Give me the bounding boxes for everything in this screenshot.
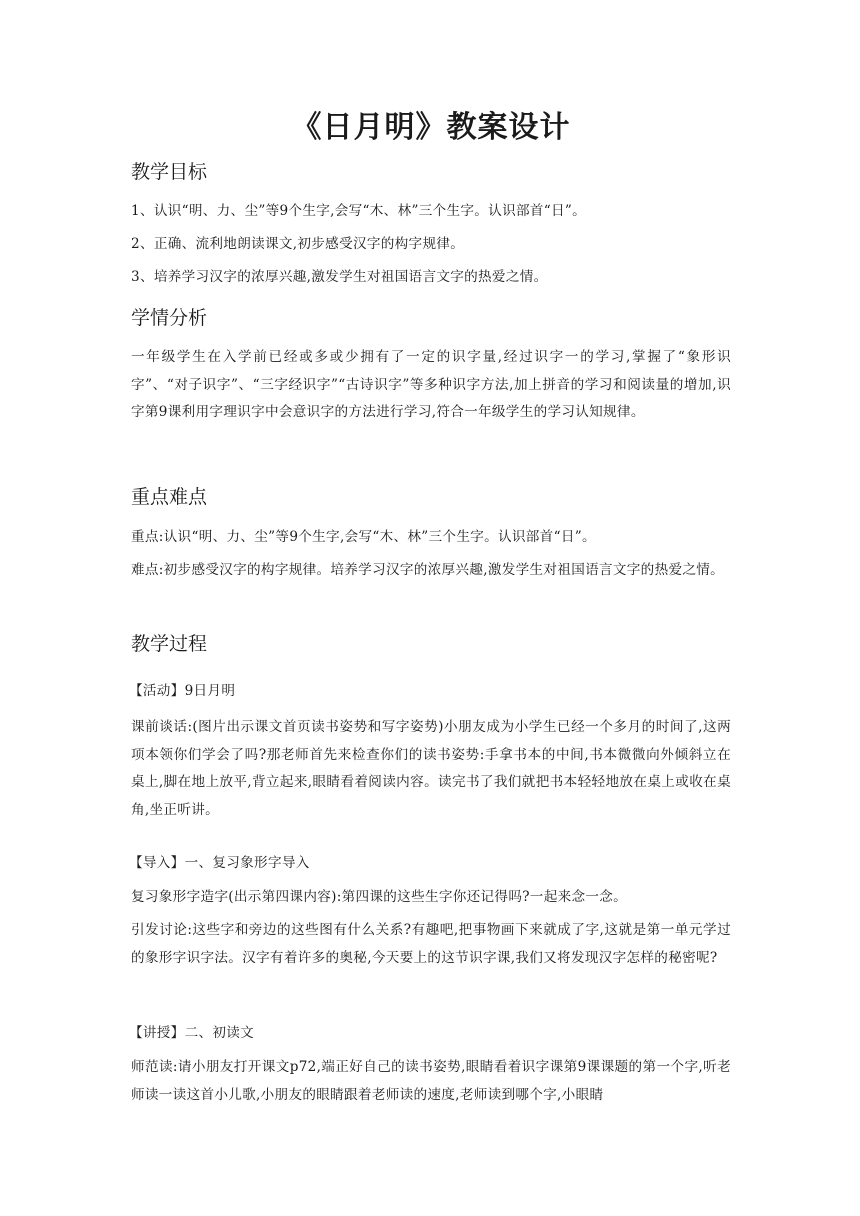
activity-label: 【活动】 xyxy=(129,683,185,699)
heading-objectives: 教学目标 xyxy=(131,161,208,183)
review-paragraph: 复习象形字造字(出示第四课内容):第四课的这些生字你还记得吗?一起来念一念。 xyxy=(131,889,628,905)
document-title: 《日月明》教案设计 xyxy=(291,110,571,145)
teach-title: 二、初读文 xyxy=(184,1025,255,1041)
heading-keypoints: 重点难点 xyxy=(131,486,208,508)
teach-line xyxy=(129,1020,729,1048)
discuss-paragraph: 引发讨论:这些字和旁边的这些图有什么关系?有趣吧,把事物画下来就成了字,这就是第一单元学过的象形字识字法。汉字有着许多的奥秘,今天要上的这节识字课,我们又将发现汉字怎样的秘密呢? xyxy=(131,922,731,966)
activity-line xyxy=(129,678,729,706)
activity-title: 9日月明 xyxy=(184,683,236,699)
objective-item: 2、正确、流利地朗读课文,初步感受汉字的构字规律。 xyxy=(131,236,465,252)
intro-label: 【导入】 xyxy=(129,855,185,871)
objective-item: 1、认识“明、力、尘”等9个生字,会写“木、林”三个生字。认识部首“日”。 xyxy=(131,203,587,219)
intro-line xyxy=(129,850,729,878)
heading-process: 教学过程 xyxy=(131,633,208,655)
intro-title: 一、复习象形字导入 xyxy=(184,855,310,871)
model-reading-paragraph: 师范读:请小朋友打开课文p72,端正好自己的读书姿势,眼睛看着识字课第9课课题的第一个字,听老师读一读这首小儿歌,小朋友的眼睛跟着老师读的速度,老师读到哪个字,小眼睛 xyxy=(131,1059,731,1103)
heading-analysis: 学情分析 xyxy=(131,307,208,329)
teach-label: 【讲授】 xyxy=(129,1025,185,1041)
key-point: 重点:认识“明、力、尘”等9个生字,会写“木、林”三个生字。认识部首“日”。 xyxy=(131,529,596,545)
difficult-point: 难点:初步感受汉字的构字规律。培养学习汉字的浓厚兴趣,激发学生对祖国语言文字的热爱之情。 xyxy=(131,562,725,578)
pre-class-talk: 课前谈话:(图片出示课文首页读书姿势和写字姿势)小朋友成为小学生已经一个多月的时间了,这两项本领你们学会了吗?那老师首先来检查你们的读书姿势:手拿书本的中间,书本微微向外倾斜立在桌上,脚在地上放平,背立起来,眼睛看着阅读内容。读完书了我们就把书本轻轻地放在桌上或收在桌角,坐正听讲。 xyxy=(131,719,731,818)
analysis-paragraph: 一年级学生在入学前已经或多或少拥有了一定的识字量,经过识字一的学习,掌握了“象形识字”、“对子识字”、“三字经识字”“古诗识字”等多种识字方法,加上拼音的学习和阅读量的增加,识字第9课利用字理识字中会意识字的方法进行学习,符合一年级学生的学习认知规律。 xyxy=(131,349,731,420)
objective-item: 3、培养学习汉字的浓厚兴趣,激发学生对祖国语言文字的热爱之情。 xyxy=(131,269,548,285)
